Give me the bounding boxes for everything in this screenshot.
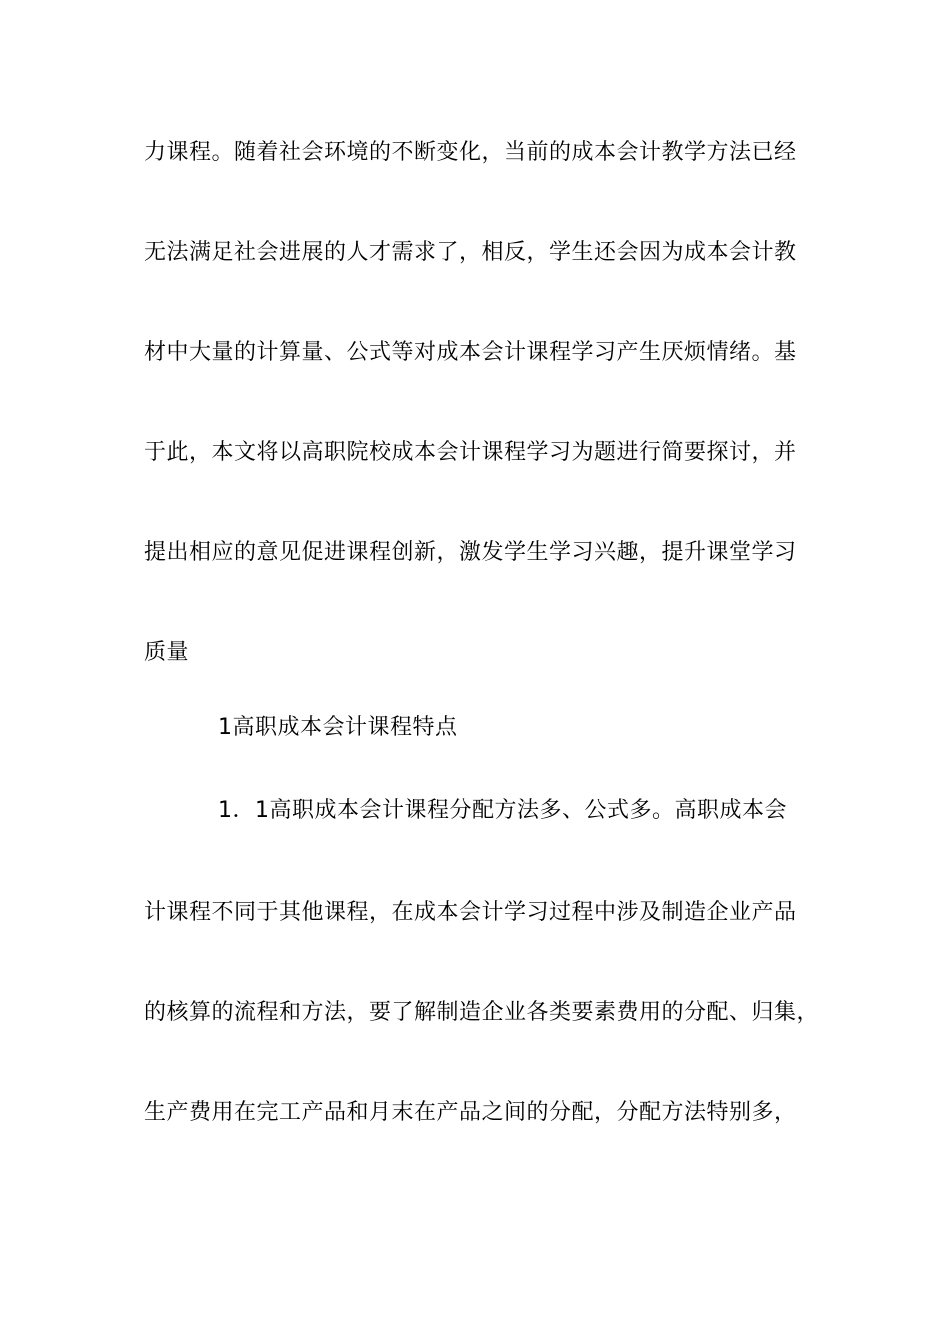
paragraph-line: 于此，本文将以高职院校成本会计课程学习为题进行简要探讨，并 (144, 440, 797, 465)
paragraph-line: 力课程。随着社会环境的不断变化，当前的成本会计教学方法已经 (144, 140, 797, 165)
paragraph-line: 计课程不同于其他课程，在成本会计学习过程中涉及制造企业产品 (144, 900, 797, 925)
paragraph-line: 无法满足社会进展的人才需求了，相反，学生还会因为成本会计教 (144, 240, 797, 265)
paragraph-line: 质量 (144, 640, 190, 665)
paragraph-line: 的核算的流程和方法，要了解制造企业各类要素费用的分配、归集， (144, 1000, 820, 1025)
subsection-heading-line: 1．1高职成本会计课程分配方法多、公式多。高职成本会 (218, 798, 787, 823)
section-heading: 1高职成本会计课程特点 (218, 715, 458, 740)
paragraph-line: 材中大量的计算量、公式等对成本会计课程学习产生厌烦情绪。基 (144, 340, 797, 365)
paragraph-line: 生产费用在完工产品和月末在产品之间的分配，分配方法特别多， (144, 1100, 797, 1125)
paragraph-line: 提出相应的意见促进课程创新，激发学生学习兴趣，提升课堂学习 (144, 540, 797, 565)
